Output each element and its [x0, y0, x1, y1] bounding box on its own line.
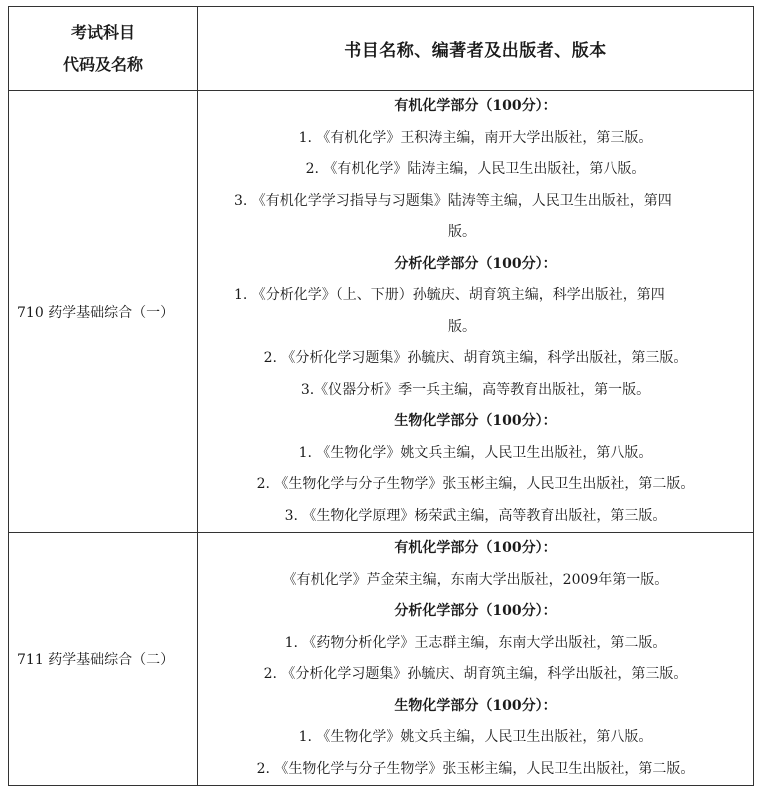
- header-books-cell: 书目名称、编著者及出版者、版本: [198, 7, 754, 91]
- table-row: [9, 91, 754, 533]
- section-heading-biochem: 生物化学部分（100分）：: [394, 697, 557, 714]
- subject-cell: [9, 533, 198, 786]
- book-line: 1. 《生物化学》姚文兵主编，人民卫生出版社，第八版。: [298, 729, 653, 745]
- book-line-continuation: 版。: [448, 318, 476, 335]
- section-heading-biochem: 生物化学部分（100分）：: [394, 413, 557, 429]
- book-line: 《有机化学》芦金荣主编，东南大学出版社，2009年第一版。: [282, 571, 669, 588]
- subject-name: 药学基础综合（一）: [48, 304, 175, 321]
- book-line: 2. 《分析化学习题集》孙毓庆、胡育筑主编，科学出版社，第三版。: [263, 666, 688, 682]
- header-subject-line1: 考试科目: [70, 22, 135, 42]
- table-header-row: [9, 7, 754, 91]
- section-heading-organic: 有机化学部分（100分）：: [394, 540, 557, 556]
- table-row: [9, 533, 754, 786]
- section-heading-analytical: 分析化学部分（100分）：: [394, 603, 557, 619]
- book-line: 1. 《生物化学》姚文兵主编，人民卫生出版社，第八版。: [298, 444, 653, 461]
- book-line: 1. 《药物分析化学》王志群主编，东南大学出版社，第二版。: [284, 634, 667, 651]
- subject-name: 药学基础综合（二）: [48, 652, 175, 668]
- header-subject-line2: 代码及名称: [62, 54, 143, 74]
- book-line: 1. 《有机化学》王积涛主编，南开大学出版社，第三版。: [298, 129, 653, 146]
- subject-code: 710: [17, 304, 44, 321]
- book-line: 3.《仪器分析》季一兵主编，高等教育出版社，第一版。: [300, 381, 651, 398]
- reference-books-table: [8, 6, 754, 786]
- section-heading-organic: 有机化学部分（100分）：: [394, 98, 557, 114]
- book-line: 2. 《有机化学》陆涛主编，人民卫生出版社，第八版。: [305, 161, 646, 177]
- book-line: 2. 《生物化学与分子生物学》张玉彬主编，人民卫生出版社，第二版。: [256, 476, 695, 492]
- section-heading-analytical: 分析化学部分（100分）：: [394, 255, 557, 272]
- book-line: 3. 《有机化学学习指导与习题集》陆涛等主编，人民卫生出版社，第四: [234, 192, 672, 209]
- book-line-continuation: 版。: [448, 224, 476, 240]
- subject-cell: [9, 91, 198, 533]
- header-subject-cell: [9, 7, 198, 91]
- book-line: 1. 《分析化学》（上、下册）孙毓庆、胡育筑主编，科学出版社，第四: [234, 287, 665, 303]
- book-line: 3. 《生物化学原理》杨荣武主编，高等教育出版社，第三版。: [284, 507, 667, 524]
- book-line: 2. 《分析化学习题集》孙毓庆、胡育筑主编，科学出版社，第三版。: [263, 350, 688, 366]
- books-cell: [198, 91, 754, 533]
- books-cell: [198, 533, 754, 786]
- subject-code: 711: [17, 652, 44, 668]
- book-line: 2. 《生物化学与分子生物学》张玉彬主编，人民卫生出版社，第二版。: [256, 760, 695, 777]
